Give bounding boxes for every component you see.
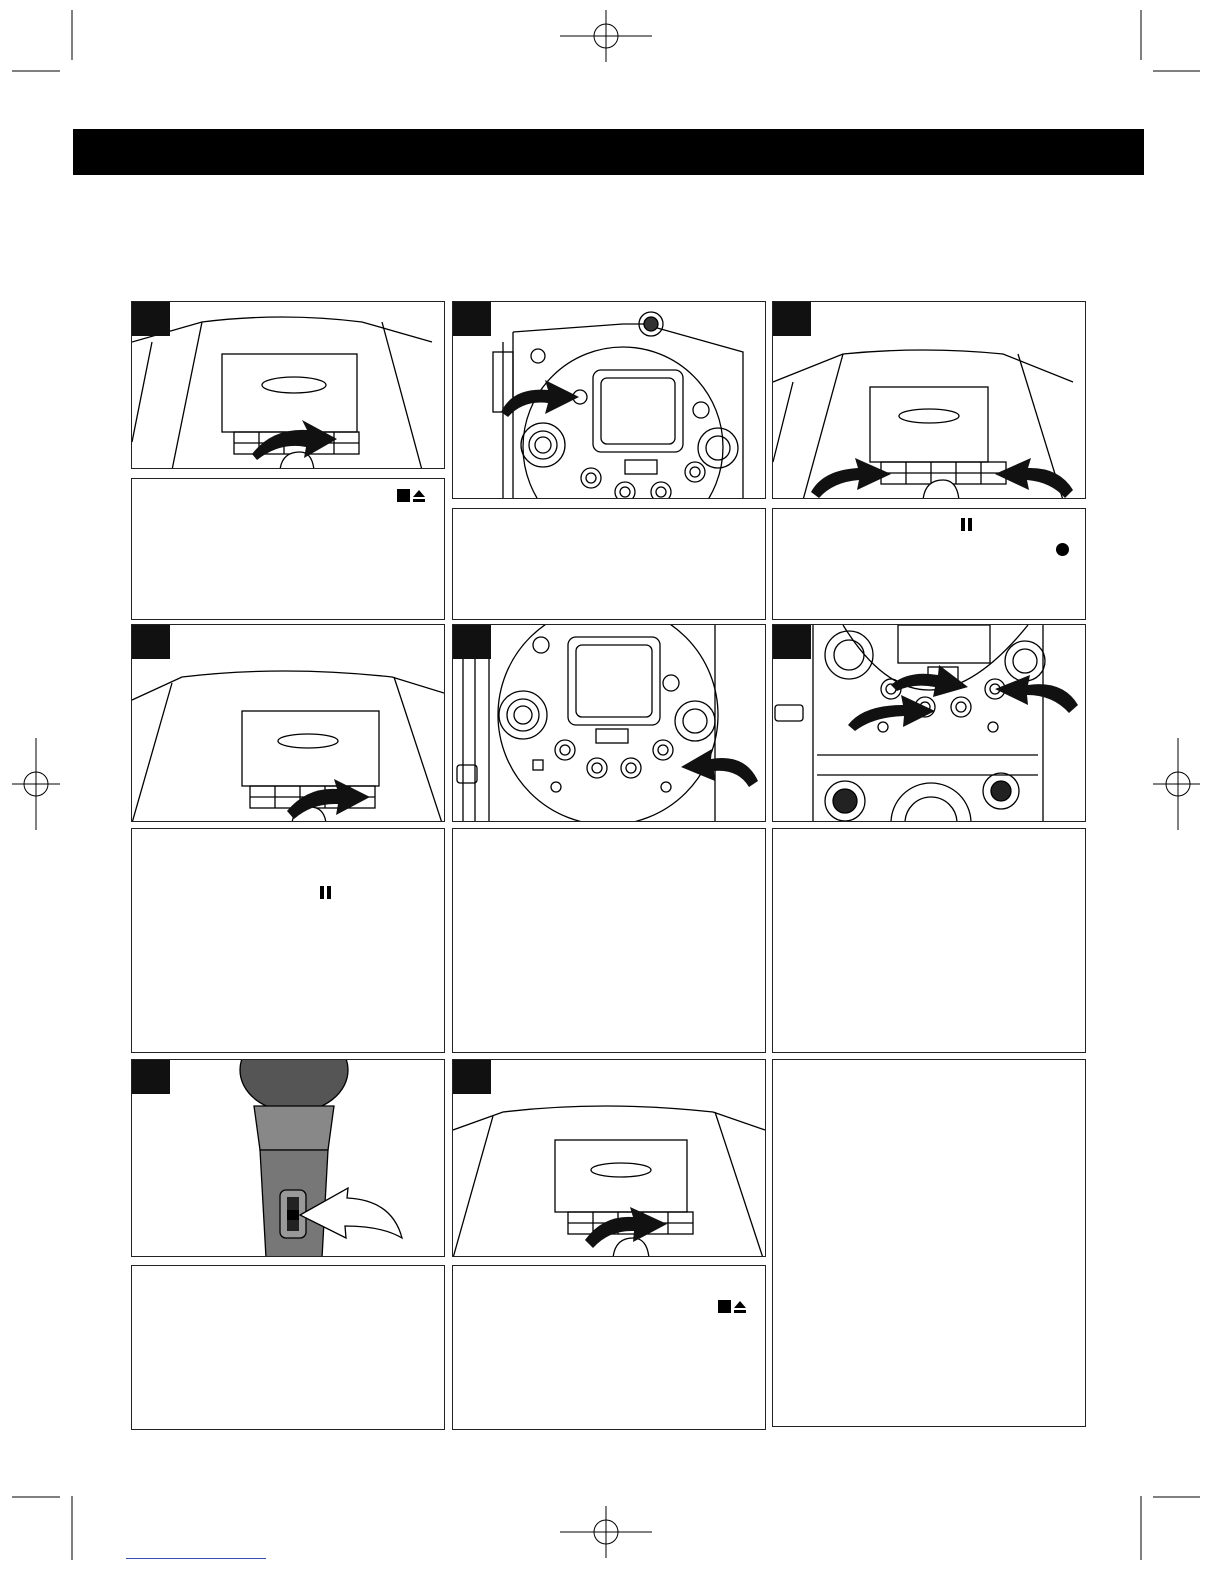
step-8-badge bbox=[453, 1060, 491, 1094]
eject-icon bbox=[412, 489, 426, 503]
step-2-text-box bbox=[452, 508, 766, 620]
step-3-badge bbox=[773, 302, 811, 336]
step-1-badge bbox=[132, 302, 170, 336]
step-8-image bbox=[452, 1059, 766, 1257]
karaoke-unit-illustration bbox=[773, 625, 1086, 822]
karaoke-unit-illustration bbox=[453, 302, 766, 499]
pause-icon bbox=[961, 518, 965, 531]
notes-box bbox=[772, 1059, 1086, 1427]
stop-icon bbox=[397, 489, 410, 502]
step-8-text-box bbox=[452, 1265, 766, 1430]
cassette-deck-illustration bbox=[132, 625, 445, 822]
step-1-text-box bbox=[131, 478, 445, 620]
step-5-text-box bbox=[452, 828, 766, 1053]
cassette-deck-illustration bbox=[773, 302, 1086, 499]
step-3-text-box bbox=[772, 508, 1086, 620]
cassette-deck-illustration bbox=[132, 302, 445, 469]
record-icon bbox=[1056, 543, 1069, 556]
step-6-text-box bbox=[772, 828, 1086, 1053]
step-6-image bbox=[772, 624, 1086, 822]
section-header-bar bbox=[73, 129, 1144, 175]
microphone-illustration bbox=[132, 1060, 445, 1257]
step-2-badge bbox=[453, 302, 491, 336]
eject-icon bbox=[733, 1300, 747, 1314]
step-3-image bbox=[772, 301, 1086, 499]
step-4-badge bbox=[132, 625, 170, 659]
step-7-text-box bbox=[131, 1265, 445, 1430]
pause-icon bbox=[320, 886, 324, 899]
footer-rule bbox=[126, 1558, 266, 1559]
stop-icon bbox=[718, 1300, 731, 1313]
karaoke-unit-illustration bbox=[453, 625, 766, 822]
step-2-image bbox=[452, 301, 766, 499]
step-4-image bbox=[131, 624, 445, 822]
step-6-badge bbox=[773, 625, 811, 659]
step-7-badge bbox=[132, 1060, 170, 1094]
step-7-image bbox=[131, 1059, 445, 1257]
cassette-deck-illustration bbox=[453, 1060, 766, 1257]
step-5-badge bbox=[453, 625, 491, 659]
step-5-image bbox=[452, 624, 766, 822]
step-4-text-box bbox=[131, 828, 445, 1053]
step-1-image bbox=[131, 301, 445, 469]
